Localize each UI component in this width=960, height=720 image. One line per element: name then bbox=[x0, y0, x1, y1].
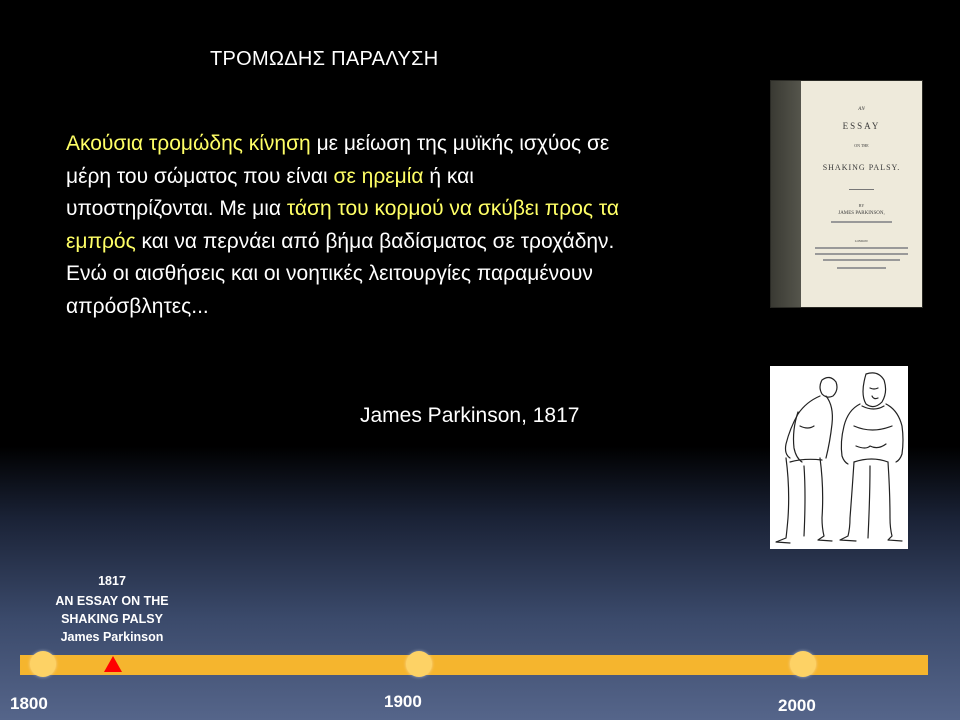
highlight-tremor: Ακούσια τρομώδης κίνηση bbox=[66, 132, 311, 155]
highlight-trunk: τάση του κορμού να σκύβει προς τα εμπρός bbox=[66, 197, 619, 253]
book-fine-print bbox=[831, 221, 892, 223]
book-fine-print bbox=[837, 267, 886, 269]
book-fine-print bbox=[815, 253, 908, 255]
patient-sketch-drawing bbox=[770, 366, 908, 549]
timeline-event-year: 1817 bbox=[98, 574, 126, 588]
slide-title: ΤΡΟΜΩΔΗΣ ΠΑΡΑΛΥΣΗ bbox=[210, 48, 439, 70]
book-line-an: AN bbox=[858, 107, 865, 112]
quote-paragraph bbox=[66, 128, 626, 323]
book-cover-image bbox=[770, 80, 923, 308]
book-line-london: LONDON: bbox=[854, 239, 869, 243]
book-spine bbox=[771, 81, 801, 307]
timeline-year-2000: 2000 bbox=[778, 696, 816, 715]
quote-text-3: και να περνάει από βήμα βαδίσματος σε τροχάδην. Ενώ οι αισθήσεις και οι νοητικές λειτουργίες παραμένουν απρόσβλητες... bbox=[66, 229, 615, 318]
highlight-rest: σε ηρεμία bbox=[333, 164, 424, 188]
quote-text-2: ή και υποστηρίζονται. Με μια bbox=[66, 164, 474, 220]
quote-author: James Parkinson, 1817 bbox=[360, 404, 580, 427]
book-line-essay: ESSAY bbox=[842, 121, 881, 131]
quote-text-1: με μείωση της μυϊκής ισχύος σε μέρη του σώματος που είναι bbox=[66, 132, 610, 188]
timeline-year-1900: 1900 bbox=[384, 692, 422, 711]
timeline-marker-1817 bbox=[104, 656, 122, 672]
book-fine-print bbox=[815, 247, 908, 249]
book-line-author: JAMES PARKINSON, bbox=[838, 211, 885, 216]
book-line-by: BY bbox=[858, 203, 865, 208]
timeline-event-line2: SHAKING PALSY bbox=[61, 612, 163, 626]
book-title-page bbox=[801, 81, 922, 307]
book-rule bbox=[849, 189, 873, 190]
patient-sketch-image bbox=[770, 366, 908, 549]
timeline-dot-2000 bbox=[790, 651, 816, 677]
timeline-dot-1900 bbox=[406, 651, 432, 677]
book-line-title: SHAKING PALSY. bbox=[822, 163, 901, 172]
timeline-year-1800: 1800 bbox=[10, 694, 48, 713]
book-fine-print bbox=[823, 259, 900, 261]
book-line-onthe: ON THE bbox=[854, 143, 869, 148]
timeline-event-line3: James Parkinson bbox=[60, 630, 164, 644]
timeline-dot-1800 bbox=[30, 651, 56, 677]
timeline-event-line1: AN ESSAY ON THE bbox=[55, 594, 169, 608]
